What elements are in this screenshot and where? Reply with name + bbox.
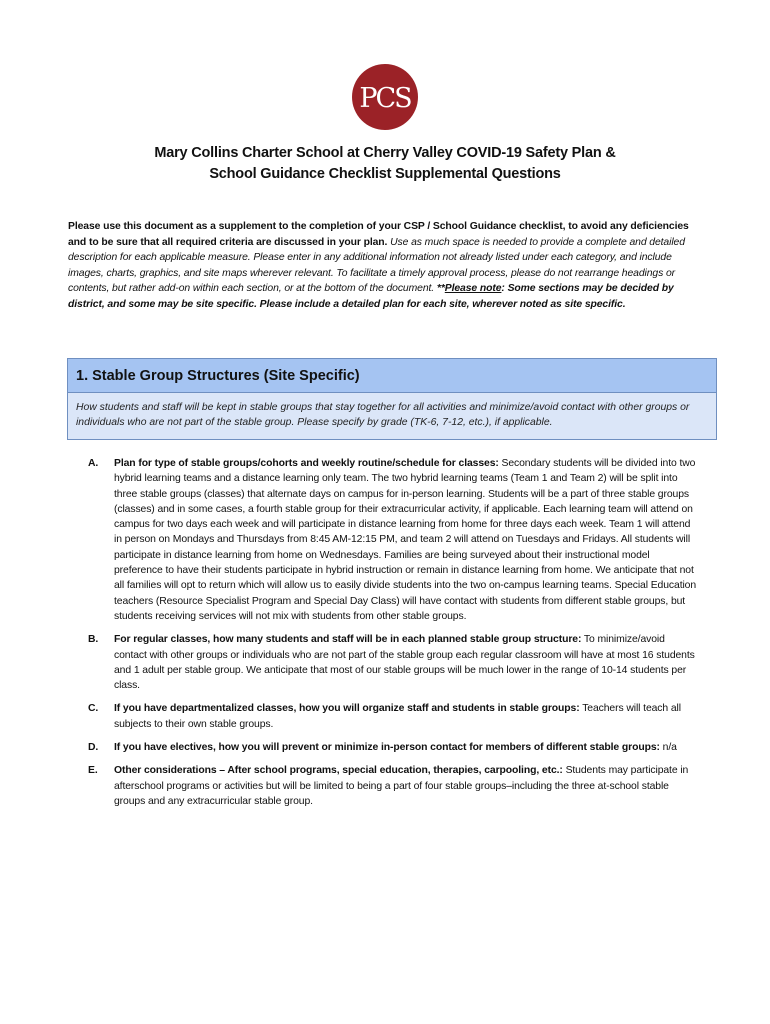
item-letter: A. <box>88 458 99 469</box>
intro-italic-text: Use as much space is needed to provide a complete and detailed description for each applicable measure. Please enter in any additional information not already listed under each category, and include images, charts, graphics, and site maps wherever relevant. To facilitate a timely approval process, please do not rearrange headings or contents, but rather add-on within each section, or at the bottom of the document. <box>68 236 685 294</box>
item-answer: n/a <box>659 742 677 754</box>
item-question: Other considerations – After school programs, special education, therapies, carpooling, etc.: <box>114 765 563 777</box>
item-letter: E. <box>88 765 98 777</box>
document-title <box>60 143 710 185</box>
item-answer: To minimize/avoid contact with other groups or individuals who are not part of the stable group each regular classroom will have at most 16 students and 1 adult per stable group. We anticipate that most of our stable groups will be much lower in the range of 10-14 students per class. <box>114 634 695 692</box>
school-logo <box>352 64 418 130</box>
question-list <box>88 456 700 817</box>
question-item-d <box>88 740 700 755</box>
item-answer: Teachers will teach all subjects to their own stable groups. <box>114 703 681 730</box>
question-item-b <box>88 632 700 693</box>
item-letter: D. <box>88 742 99 754</box>
item-letter: B. <box>88 634 99 646</box>
note-label: Please note <box>444 283 502 294</box>
item-answer: Students may participate in afterschool programs or activities but will be limited to being a part of four stable groups–including the three at-school stable groups and any extracurricular stable group. <box>114 765 689 807</box>
section-header: 1. Stable Group Structures (Site Specific) <box>67 358 717 393</box>
question-item-a <box>88 456 700 624</box>
item-letter: C. <box>88 703 99 715</box>
item-answer: Secondary students will be divided into two hybrid learning teams and a distance learning only team. The two hybrid learning teams (Team 1 and Team 2) will be split into three stable groups (classes) that alternate days on campus for in-person learning. Students will be a part of three stable groups (classes) and in some cases, a fourth stable group for their extracurricular activity, if applicable. Each learning team will attend on campus for two days each week and will participate in distance learning from home for three days each week. Team 1 will attend in person on Mondays and Thursdays from 8:45 AM-12:15 PM, and team 2 will attend on Tuesdays and Fridays. All students will participate in distance learning from home on Wednesdays. Families are being surveyed about their instructional model preference to have their students participate in hybrid instruction or remain in distance learning from home. We anticipate that not all families will opt to return which will allow us to easily divide students into the two on-campus learning teams. Special Education teachers (Resource Specialist Program and Special Day Class) will have contact with students from different stable groups, but students receiving services will not mix with students from other stable groups. <box>114 458 697 622</box>
intro-paragraph <box>68 219 708 312</box>
question-item-c <box>88 701 700 732</box>
title-line-1: Mary Collins Charter School at Cherry Valley COVID-19 Safety Plan & <box>154 145 616 161</box>
title-line-2: School Guidance Checklist Supplemental Questions <box>209 166 561 182</box>
item-question: If you have departmentalized classes, how you will organize staff and students in stable groups: <box>114 703 580 715</box>
item-question: If you have electives, how you will prevent or minimize in-person contact for members of different stable groups: <box>114 742 660 754</box>
pcs-logo-icon <box>352 64 418 130</box>
note-text: : Some sections may be decided by district, and some may be site specific. Please include a detailed plan for each site, wherever noted as site specific. <box>68 283 674 310</box>
item-question: For regular classes, how many students and staff will be in each planned stable group structure: <box>114 634 582 646</box>
note-prefix: ** <box>436 283 445 294</box>
intro-bold-text: Please use this document as a supplement to the completion of your CSP / School Guidance checklist, to avoid any deficiencies and to be sure that all required criteria are discussed in your plan. <box>68 221 689 248</box>
svg-text:PCS: PCS <box>359 83 411 114</box>
question-item-e <box>88 763 700 809</box>
section-description: How students and staff will be kept in stable groups that stay together for all activities and minimize/avoid contact with other groups or individuals who are not part of the stable group. Please specify by grade (TK-6, 7-12, etc.), if applicable. <box>67 393 717 440</box>
item-question: Plan for type of stable groups/cohorts and weekly routine/schedule for classes: <box>114 458 499 469</box>
